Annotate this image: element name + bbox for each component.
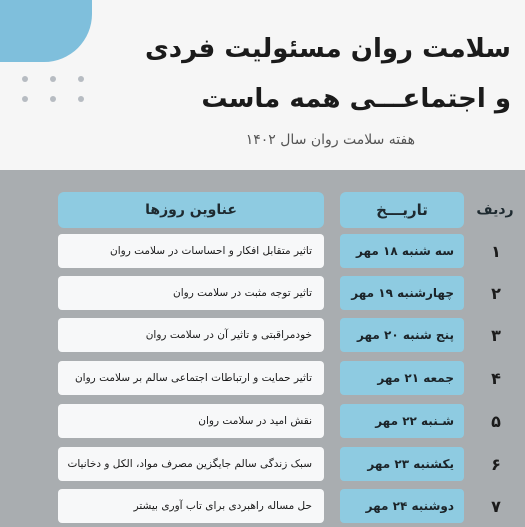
title-line-2: و اجتماعـــی همه ماست	[201, 84, 511, 114]
row-date: دوشنبه ۲۴ مهر	[340, 489, 464, 523]
subtitle: هفته سلامت روان سال ۱۴۰۲	[245, 132, 415, 148]
row-date: پنج شنبه ۲۰ مهر	[340, 318, 464, 352]
header-date: تاریـــخ	[340, 192, 464, 228]
dot	[78, 96, 84, 102]
row-date: یکشنبه ۲۳ مهر	[340, 447, 464, 481]
row-topic: خودمراقبتی و تاثیر آن در سلامت روان	[58, 318, 324, 352]
title-line-1: سلامت روان مسئولیت فردی	[144, 34, 511, 64]
row-date: چهارشنبه ۱۹ مهر	[340, 276, 464, 310]
header-topic: عناوین روزها	[58, 192, 324, 228]
row-number: ۶	[491, 454, 501, 474]
row-number: ۱	[491, 241, 501, 261]
dot	[22, 96, 28, 102]
row-number: ۳	[491, 325, 501, 345]
row-number: ۴	[491, 368, 501, 388]
row-topic: تاثیر توجه مثبت در سلامت روان	[58, 276, 324, 310]
corner-accent-shape	[0, 0, 92, 62]
row-topic: تاثیر متقابل افکار و احساسات در سلامت روان	[58, 234, 324, 268]
dot	[50, 76, 56, 82]
row-topic: تاثیر حمایت و ارتباطات اجتماعی سالم بر سلامت روان	[58, 361, 324, 395]
decorative-dots	[22, 76, 84, 102]
row-number: ۵	[491, 411, 501, 431]
row-date: جمعه ۲۱ مهر	[340, 361, 464, 395]
row-number: ۷	[491, 496, 501, 516]
row-number: ۲	[491, 283, 501, 303]
row-topic: حل مساله راهبردی برای تاب آوری بیشتر	[58, 489, 324, 523]
row-date: سه شنبه ۱۸ مهر	[340, 234, 464, 268]
dot	[22, 76, 28, 82]
row-topic: سبک زندگی سالم جایگزین مصرف مواد، الکل و دخانیات	[58, 447, 324, 481]
header-number: ردیف	[476, 202, 514, 218]
dot	[50, 96, 56, 102]
row-date: شـنبه ۲۲ مهر	[340, 404, 464, 438]
dot	[78, 76, 84, 82]
header-panel	[0, 0, 525, 170]
row-topic: نقش امید در سلامت روان	[58, 404, 324, 438]
